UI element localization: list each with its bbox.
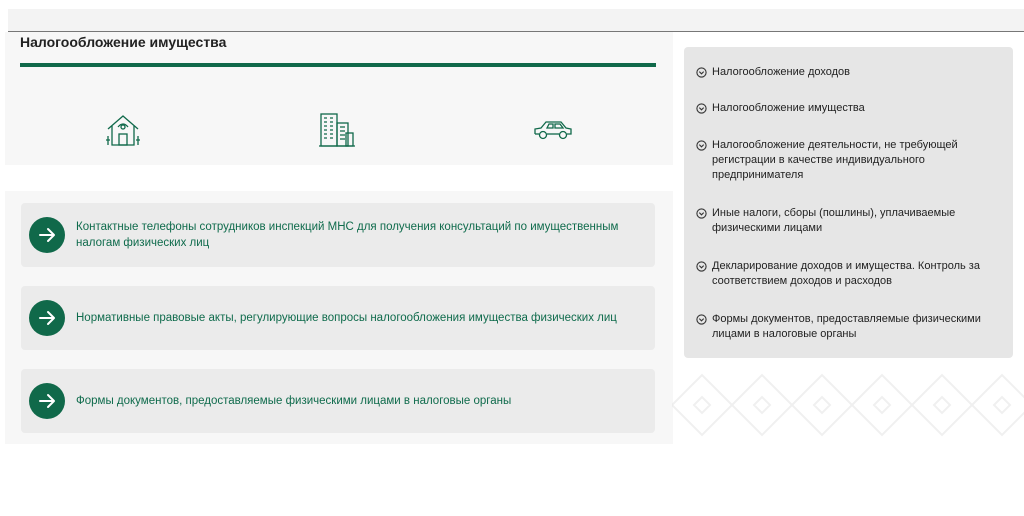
card-contact-phones[interactable]: [21, 203, 655, 267]
sidebar-item-label[interactable]: Декларирование доходов и имущества. Контроль за соответствием доходов и расходов: [712, 260, 980, 287]
card-document-forms[interactable]: [21, 369, 655, 433]
spacer-strip: [5, 165, 673, 191]
card-link-text[interactable]: Нормативные правовые акты, регулирующие вопросы налогообложения имущества физических лиц: [76, 312, 617, 324]
top-bar: [8, 9, 1024, 32]
sidebar-item-label[interactable]: Налогообложение доходов: [712, 66, 850, 78]
title-divider: [20, 63, 656, 67]
card-legal-acts[interactable]: [21, 286, 655, 350]
card-link-text[interactable]: Формы документов, предоставляемые физическими лицами в налоговые органы: [76, 395, 512, 407]
car-icon[interactable]: [533, 118, 573, 147]
sidebar-item-label[interactable]: Иные налоги, сборы (пошлины), уплачиваемые физическими лицами: [712, 207, 956, 234]
sidebar-item-property-tax[interactable]: [696, 101, 996, 116]
arrow-right-icon: [29, 217, 65, 253]
chevron-down-icon: [696, 261, 707, 277]
chevron-down-icon: [696, 67, 707, 83]
sidebar-item-declaration[interactable]: [696, 259, 996, 289]
house-icon[interactable]: [105, 112, 141, 153]
chevron-down-icon: [696, 314, 707, 330]
chevron-down-icon: [696, 103, 707, 119]
sidebar-item-label[interactable]: Формы документов, предоставляемые физическими лицами в налоговые органы: [712, 313, 981, 340]
sidebar-item-activity-tax[interactable]: [696, 138, 996, 183]
ornament-pattern: [672, 365, 1024, 447]
sidebar-menu: [684, 47, 1013, 358]
sidebar-item-label[interactable]: Налогообложение имущества: [712, 102, 865, 114]
sidebar-item-document-forms[interactable]: [696, 312, 996, 342]
category-icons: [5, 68, 673, 164]
arrow-right-icon: [29, 383, 65, 419]
card-link-text[interactable]: Контактные телефоны сотрудников инспекций МНС для получения консультаций по имущественным налогам физических лиц: [76, 221, 619, 249]
sidebar-item-income-tax[interactable]: [696, 65, 996, 80]
sidebar-item-other-taxes[interactable]: [696, 206, 996, 236]
chevron-down-icon: [696, 208, 707, 224]
main-content: [5, 32, 673, 444]
page-title: Налогообложение имущества: [20, 34, 227, 50]
sidebar-item-label[interactable]: Налогообложение деятельности, не требующей регистрации в качестве индивидуального предпринимателя: [712, 139, 958, 181]
chevron-down-icon: [696, 140, 707, 156]
building-icon[interactable]: [318, 111, 356, 154]
arrow-right-icon: [29, 300, 65, 336]
